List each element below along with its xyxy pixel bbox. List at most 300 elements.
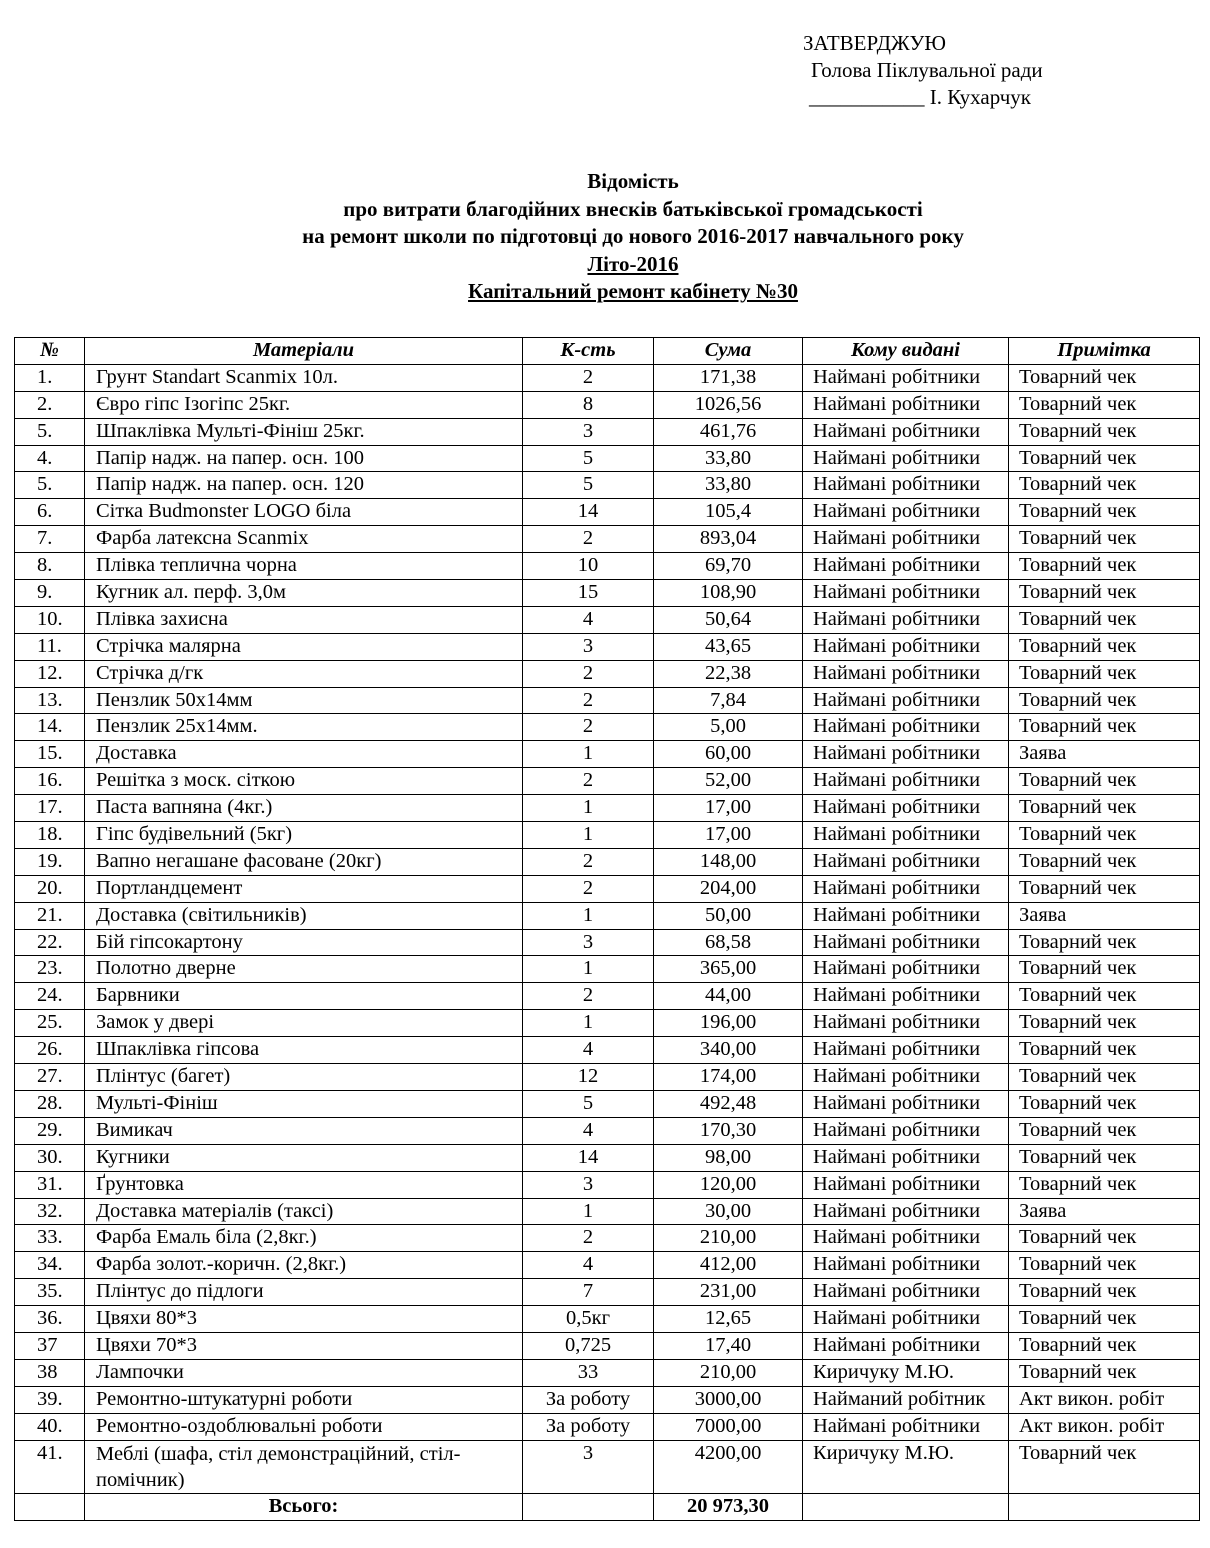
row-number-cell: 16. <box>15 768 85 795</box>
material-name-cell: Пензлик 50х14мм <box>85 687 523 714</box>
row-number-cell: 33. <box>15 1225 85 1252</box>
material-name-cell: Цвяхи 80*3 <box>85 1306 523 1333</box>
table-header-row <box>15 338 1200 365</box>
quantity-cell: 4 <box>523 606 654 633</box>
material-name-cell: Доставка матеріалів (таксі) <box>85 1198 523 1225</box>
recipient-cell: Наймані робітники <box>803 1064 1009 1091</box>
quantity-cell: 2 <box>523 364 654 391</box>
sum-cell: 50,00 <box>654 902 803 929</box>
row-number-cell: 18. <box>15 822 85 849</box>
note-cell: Товарний чек <box>1009 848 1200 875</box>
total-sum: 20 973,30 <box>654 1493 803 1520</box>
note-cell: Акт викон. робіт <box>1009 1386 1200 1413</box>
quantity-cell: 2 <box>523 875 654 902</box>
row-number-cell: 38 <box>15 1359 85 1386</box>
sum-cell: 412,00 <box>654 1252 803 1279</box>
material-name-cell: Папір надж. на папер. осн. 120 <box>85 472 523 499</box>
table-row <box>15 795 1200 822</box>
table-row <box>15 1090 1200 1117</box>
approval-block <box>803 30 1043 111</box>
sum-cell: 5,00 <box>654 714 803 741</box>
row-number-cell: 7. <box>15 526 85 553</box>
row-number-cell: 23. <box>15 956 85 983</box>
recipient-cell: Наймані робітники <box>803 391 1009 418</box>
table-row <box>15 1037 1200 1064</box>
note-cell: Товарний чек <box>1009 553 1200 580</box>
row-number-cell: 39. <box>15 1386 85 1413</box>
table-row <box>15 364 1200 391</box>
quantity-cell: 1 <box>523 741 654 768</box>
table-row <box>15 1332 1200 1359</box>
note-cell: Товарний чек <box>1009 1279 1200 1306</box>
note-cell: Товарний чек <box>1009 633 1200 660</box>
note-cell: Товарний чек <box>1009 418 1200 445</box>
recipient-cell: Наймані робітники <box>803 875 1009 902</box>
recipient-cell: Киричуку М.Ю. <box>803 1440 1009 1493</box>
table-row <box>15 1252 1200 1279</box>
table-row <box>15 1359 1200 1386</box>
material-name-cell: Фарба золот.-коричн. (2,8кг.) <box>85 1252 523 1279</box>
quantity-cell: 2 <box>523 526 654 553</box>
note-cell: Товарний чек <box>1009 1144 1200 1171</box>
row-number-cell: 17. <box>15 795 85 822</box>
sum-cell: 7000,00 <box>654 1413 803 1440</box>
material-name-cell: Пензлик 25х14мм. <box>85 714 523 741</box>
quantity-cell: 3 <box>523 929 654 956</box>
sum-cell: 174,00 <box>654 1064 803 1091</box>
sum-cell: 17,00 <box>654 795 803 822</box>
sum-cell: 461,76 <box>654 418 803 445</box>
row-number-cell: 27. <box>15 1064 85 1091</box>
note-cell: Товарний чек <box>1009 983 1200 1010</box>
recipient-cell: Наймані робітники <box>803 1279 1009 1306</box>
quantity-cell: 14 <box>523 499 654 526</box>
table-row <box>15 1386 1200 1413</box>
table-row <box>15 1198 1200 1225</box>
recipient-cell: Наймані робітники <box>803 687 1009 714</box>
note-cell: Товарний чек <box>1009 606 1200 633</box>
row-number-cell: 10. <box>15 606 85 633</box>
note-cell: Товарний чек <box>1009 714 1200 741</box>
sum-cell: 7,84 <box>654 687 803 714</box>
table-row <box>15 1064 1200 1091</box>
table-row <box>15 1440 1200 1493</box>
recipient-cell: Наймані робітники <box>803 553 1009 580</box>
material-name-cell: Шпаклівка Мульті-Фініш 25кг. <box>85 418 523 445</box>
sum-cell: 50,64 <box>654 606 803 633</box>
material-name-cell: Решітка з моск. сіткою <box>85 768 523 795</box>
quantity-cell: 4 <box>523 1037 654 1064</box>
recipient-cell: Наймані робітники <box>803 714 1009 741</box>
table-row <box>15 822 1200 849</box>
row-number-cell: 1. <box>15 364 85 391</box>
recipient-cell: Наймані робітники <box>803 499 1009 526</box>
row-number-cell: 22. <box>15 929 85 956</box>
material-name-cell: Плівка захисна <box>85 606 523 633</box>
quantity-cell: 2 <box>523 714 654 741</box>
row-number-cell: 6. <box>15 499 85 526</box>
note-cell: Товарний чек <box>1009 526 1200 553</box>
material-name-cell: Вапно негашане фасоване (20кг) <box>85 848 523 875</box>
material-name-cell: Бій гіпсокартону <box>85 929 523 956</box>
material-name-cell: Ґрунтовка <box>85 1171 523 1198</box>
material-name-cell: Стрічка д/гк <box>85 660 523 687</box>
note-cell: Товарний чек <box>1009 929 1200 956</box>
table-row <box>15 687 1200 714</box>
note-cell: Товарний чек <box>1009 1252 1200 1279</box>
recipient-cell: Наймані робітники <box>803 1010 1009 1037</box>
sum-cell: 210,00 <box>654 1225 803 1252</box>
table-row <box>15 418 1200 445</box>
recipient-cell: Киричуку М.Ю. <box>803 1359 1009 1386</box>
note-cell: Товарний чек <box>1009 687 1200 714</box>
row-number-cell: 12. <box>15 660 85 687</box>
material-name-cell: Барвники <box>85 983 523 1010</box>
table-row <box>15 633 1200 660</box>
sum-cell: 1026,56 <box>654 391 803 418</box>
note-cell: Заява <box>1009 741 1200 768</box>
sum-cell: 170,30 <box>654 1117 803 1144</box>
row-number-cell: 37 <box>15 1332 85 1359</box>
recipient-cell: Наймані робітники <box>803 445 1009 472</box>
material-name-cell: Ремонтно-штукатурні роботи <box>85 1386 523 1413</box>
sum-cell: 204,00 <box>654 875 803 902</box>
row-number-cell: 14. <box>15 714 85 741</box>
row-number-cell: 8. <box>15 553 85 580</box>
note-cell: Заява <box>1009 902 1200 929</box>
quantity-cell: 5 <box>523 1090 654 1117</box>
table-row <box>15 606 1200 633</box>
row-number-cell: 5. <box>15 472 85 499</box>
row-number-cell: 30. <box>15 1144 85 1171</box>
material-name-cell: Портландцемент <box>85 875 523 902</box>
material-name-cell: Кугники <box>85 1144 523 1171</box>
note-cell: Товарний чек <box>1009 1117 1200 1144</box>
quantity-cell: 0,5кг <box>523 1306 654 1333</box>
sum-cell: 210,00 <box>654 1359 803 1386</box>
quantity-cell: 2 <box>523 768 654 795</box>
recipient-cell: Наймані робітники <box>803 1252 1009 1279</box>
material-name-cell: Вимикач <box>85 1117 523 1144</box>
sum-cell: 231,00 <box>654 1279 803 1306</box>
material-name-cell: Полотно дверне <box>85 956 523 983</box>
sum-cell: 30,00 <box>654 1198 803 1225</box>
sum-cell: 340,00 <box>654 1037 803 1064</box>
material-name-cell: Стрічка малярна <box>85 633 523 660</box>
total-empty-cell <box>523 1493 654 1520</box>
row-number-cell: 24. <box>15 983 85 1010</box>
table-row <box>15 1010 1200 1037</box>
sum-cell: 108,90 <box>654 580 803 607</box>
sum-cell: 120,00 <box>654 1171 803 1198</box>
row-number-cell: 31. <box>15 1171 85 1198</box>
sum-cell: 17,40 <box>654 1332 803 1359</box>
recipient-cell: Наймані робітники <box>803 526 1009 553</box>
table-row <box>15 1171 1200 1198</box>
recipient-cell: Наймані робітники <box>803 822 1009 849</box>
table-row <box>15 580 1200 607</box>
note-cell: Товарний чек <box>1009 580 1200 607</box>
material-name-cell: Доставка <box>85 741 523 768</box>
row-number-cell: 11. <box>15 633 85 660</box>
quantity-cell: 3 <box>523 1171 654 1198</box>
quantity-cell: 3 <box>523 633 654 660</box>
quantity-cell: 5 <box>523 445 654 472</box>
title-line-3: на ремонт школи по підготовці до нового 2016-2017 навчального року <box>302 224 964 248</box>
sum-cell: 196,00 <box>654 1010 803 1037</box>
quantity-cell: 1 <box>523 902 654 929</box>
quantity-cell: 10 <box>523 553 654 580</box>
recipient-cell: Наймані робітники <box>803 364 1009 391</box>
quantity-cell: 1 <box>523 956 654 983</box>
row-number-cell: 25. <box>15 1010 85 1037</box>
row-number-cell: 40. <box>15 1413 85 1440</box>
note-cell: Товарний чек <box>1009 472 1200 499</box>
sum-cell: 60,00 <box>654 741 803 768</box>
quantity-cell: 1 <box>523 795 654 822</box>
row-number-cell: 35. <box>15 1279 85 1306</box>
table-row <box>15 499 1200 526</box>
row-number-cell: 19. <box>15 848 85 875</box>
material-name-cell: Ремонтно-оздоблювальні роботи <box>85 1413 523 1440</box>
table-row <box>15 1144 1200 1171</box>
sum-cell: 17,00 <box>654 822 803 849</box>
sum-cell: 4200,00 <box>654 1440 803 1493</box>
sum-cell: 98,00 <box>654 1144 803 1171</box>
recipient-cell: Наймані робітники <box>803 1198 1009 1225</box>
row-number-cell: 28. <box>15 1090 85 1117</box>
note-cell: Товарний чек <box>1009 364 1200 391</box>
header-recipient: Кому видані <box>803 338 1009 365</box>
row-number-cell: 5. <box>15 418 85 445</box>
table-row <box>15 848 1200 875</box>
header-note: Примітка <box>1009 338 1200 365</box>
total-empty-cell <box>15 1493 85 1520</box>
material-name-cell: Лампочки <box>85 1359 523 1386</box>
approval-position: Голова Піклувальної ради <box>811 58 1043 82</box>
note-cell: Заява <box>1009 1198 1200 1225</box>
table-row <box>15 660 1200 687</box>
recipient-cell: Наймані робітники <box>803 983 1009 1010</box>
table-row <box>15 983 1200 1010</box>
sum-cell: 43,65 <box>654 633 803 660</box>
recipient-cell: Наймані робітники <box>803 418 1009 445</box>
note-cell: Товарний чек <box>1009 956 1200 983</box>
quantity-cell: 4 <box>523 1252 654 1279</box>
note-cell: Товарний чек <box>1009 1440 1200 1493</box>
quantity-cell: 1 <box>523 1010 654 1037</box>
quantity-cell: 2 <box>523 660 654 687</box>
note-cell: Акт викон. робіт <box>1009 1413 1200 1440</box>
material-name-cell: Замок у двері <box>85 1010 523 1037</box>
row-number-cell: 36. <box>15 1306 85 1333</box>
approval-signature: ___________ І. Кухарчук <box>809 85 1031 109</box>
material-name-cell: Папір надж. на папер. осн. 100 <box>85 445 523 472</box>
sum-cell: 52,00 <box>654 768 803 795</box>
title-season: Літо-2016 <box>587 251 679 276</box>
recipient-cell: Наймані робітники <box>803 1144 1009 1171</box>
table-row <box>15 445 1200 472</box>
quantity-cell: 8 <box>523 391 654 418</box>
sum-cell: 33,80 <box>654 445 803 472</box>
material-name-cell: Фарба латексна Scanmix <box>85 526 523 553</box>
quantity-cell: 5 <box>523 472 654 499</box>
total-empty-cell <box>803 1493 1009 1520</box>
quantity-cell: За роботу <box>523 1386 654 1413</box>
header-sum: Сума <box>654 338 803 365</box>
note-cell: Товарний чек <box>1009 1359 1200 1386</box>
sum-cell: 69,70 <box>654 553 803 580</box>
recipient-cell: Наймані робітники <box>803 660 1009 687</box>
material-name-cell: Мульті-Фініш <box>85 1090 523 1117</box>
note-cell: Товарний чек <box>1009 822 1200 849</box>
recipient-cell: Наймані робітники <box>803 1225 1009 1252</box>
title-line-2: про витрати благодійних внесків батьківської громадськості <box>343 196 923 221</box>
table-row <box>15 902 1200 929</box>
total-empty-cell <box>1009 1493 1200 1520</box>
table-row <box>15 472 1200 499</box>
quantity-cell: 2 <box>523 687 654 714</box>
title-subject: Капітальний ремонт кабінету №30 <box>468 279 798 303</box>
material-name-cell: Цвяхи 70*3 <box>85 1332 523 1359</box>
table-row <box>15 1117 1200 1144</box>
recipient-cell: Наймані робітники <box>803 580 1009 607</box>
recipient-cell: Наймані робітники <box>803 929 1009 956</box>
table-row <box>15 714 1200 741</box>
row-number-cell: 41. <box>15 1440 85 1493</box>
approval-heading: ЗАТВЕРДЖУЮ <box>803 31 946 55</box>
table-row <box>15 526 1200 553</box>
recipient-cell: Наймані робітники <box>803 902 1009 929</box>
material-name-cell: Грунт Standart Scanmix 10л. <box>85 364 523 391</box>
sum-cell: 893,04 <box>654 526 803 553</box>
table-row <box>15 741 1200 768</box>
note-cell: Товарний чек <box>1009 445 1200 472</box>
document-title <box>0 168 1210 306</box>
note-cell: Товарний чек <box>1009 499 1200 526</box>
row-number-cell: 20. <box>15 875 85 902</box>
table-row <box>15 553 1200 580</box>
quantity-cell: 1 <box>523 1198 654 1225</box>
note-cell: Товарний чек <box>1009 660 1200 687</box>
recipient-cell: Наймані робітники <box>803 795 1009 822</box>
recipient-cell: Наймані робітники <box>803 848 1009 875</box>
material-name-cell: Плінтус (багет) <box>85 1064 523 1091</box>
total-row <box>15 1493 1200 1520</box>
table-row <box>15 1413 1200 1440</box>
quantity-cell: 4 <box>523 1117 654 1144</box>
recipient-cell: Наймані робітники <box>803 1332 1009 1359</box>
table-row <box>15 929 1200 956</box>
material-name-cell: Фарба Емаль біла (2,8кг.) <box>85 1225 523 1252</box>
material-name-cell: Сітка Budmonster LOGO біла <box>85 499 523 526</box>
note-cell: Товарний чек <box>1009 1090 1200 1117</box>
quantity-cell: 12 <box>523 1064 654 1091</box>
table-row <box>15 391 1200 418</box>
recipient-cell: Наймані робітники <box>803 1090 1009 1117</box>
sum-cell: 492,48 <box>654 1090 803 1117</box>
quantity-cell: За роботу <box>523 1413 654 1440</box>
note-cell: Товарний чек <box>1009 1171 1200 1198</box>
quantity-cell: 3 <box>523 418 654 445</box>
note-cell: Товарний чек <box>1009 1332 1200 1359</box>
recipient-cell: Наймані робітники <box>803 633 1009 660</box>
sum-cell: 3000,00 <box>654 1386 803 1413</box>
recipient-cell: Наймані робітники <box>803 741 1009 768</box>
row-number-cell: 26. <box>15 1037 85 1064</box>
title-line-1: Відомість <box>587 169 679 193</box>
recipient-cell: Найманий робітник <box>803 1386 1009 1413</box>
material-name-cell: Плівка теплична чорна <box>85 553 523 580</box>
row-number-cell: 9. <box>15 580 85 607</box>
quantity-cell: 7 <box>523 1279 654 1306</box>
material-name-cell: Паста вапняна (4кг.) <box>85 795 523 822</box>
material-name-cell: Євро гіпс Ізогіпс 25кг. <box>85 391 523 418</box>
material-name-cell: Шпаклівка гіпсова <box>85 1037 523 1064</box>
sum-cell: 68,58 <box>654 929 803 956</box>
material-name-cell: Меблі (шафа, стіл демонстраційний, стіл-помічник) <box>85 1440 523 1493</box>
note-cell: Товарний чек <box>1009 1064 1200 1091</box>
material-name-cell: Кугник ал. перф. 3,0м <box>85 580 523 607</box>
sum-cell: 33,80 <box>654 472 803 499</box>
header-quantity: К-сть <box>523 338 654 365</box>
total-label: Всього: <box>85 1493 523 1520</box>
recipient-cell: Наймані робітники <box>803 768 1009 795</box>
recipient-cell: Наймані робітники <box>803 1037 1009 1064</box>
row-number-cell: 4. <box>15 445 85 472</box>
expense-table <box>14 337 1200 1521</box>
row-number-cell: 13. <box>15 687 85 714</box>
sum-cell: 22,38 <box>654 660 803 687</box>
table-row <box>15 875 1200 902</box>
material-name-cell: Гіпс будівельний (5кг) <box>85 822 523 849</box>
quantity-cell: 14 <box>523 1144 654 1171</box>
sum-cell: 365,00 <box>654 956 803 983</box>
row-number-cell: 32. <box>15 1198 85 1225</box>
recipient-cell: Наймані робітники <box>803 472 1009 499</box>
recipient-cell: Наймані робітники <box>803 956 1009 983</box>
header-materials: Матеріали <box>85 338 523 365</box>
quantity-cell: 2 <box>523 983 654 1010</box>
note-cell: Товарний чек <box>1009 1037 1200 1064</box>
row-number-cell: 15. <box>15 741 85 768</box>
table-body <box>15 364 1200 1493</box>
header-number: № <box>15 338 85 365</box>
material-name-cell: Плінтус до підлоги <box>85 1279 523 1306</box>
sum-cell: 44,00 <box>654 983 803 1010</box>
quantity-cell: 2 <box>523 1225 654 1252</box>
table-row <box>15 1279 1200 1306</box>
note-cell: Товарний чек <box>1009 768 1200 795</box>
note-cell: Товарний чек <box>1009 1010 1200 1037</box>
row-number-cell: 34. <box>15 1252 85 1279</box>
table-row <box>15 1306 1200 1333</box>
quantity-cell: 1 <box>523 822 654 849</box>
note-cell: Товарний чек <box>1009 1225 1200 1252</box>
sum-cell: 12,65 <box>654 1306 803 1333</box>
note-cell: Товарний чек <box>1009 391 1200 418</box>
note-cell: Товарний чек <box>1009 1306 1200 1333</box>
table-row <box>15 1225 1200 1252</box>
row-number-cell: 29. <box>15 1117 85 1144</box>
quantity-cell: 33 <box>523 1359 654 1386</box>
note-cell: Товарний чек <box>1009 795 1200 822</box>
row-number-cell: 21. <box>15 902 85 929</box>
table-row <box>15 956 1200 983</box>
recipient-cell: Наймані робітники <box>803 1413 1009 1440</box>
sum-cell: 105,4 <box>654 499 803 526</box>
row-number-cell: 2. <box>15 391 85 418</box>
